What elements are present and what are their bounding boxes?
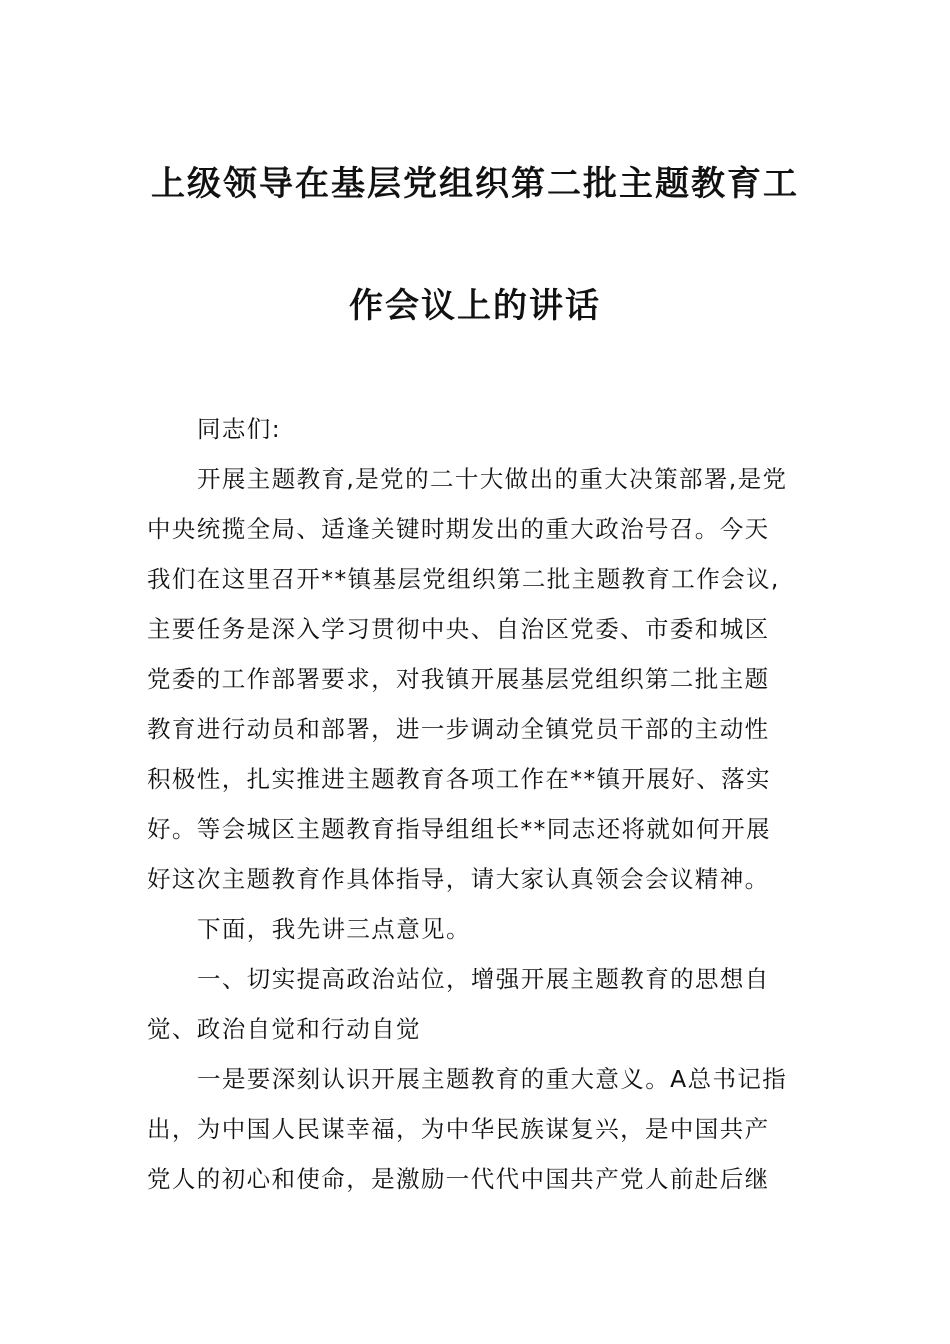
- body-line: 一是要深刻认识开展主题教育的重大意义。A总书记指: [197, 1065, 788, 1093]
- section-heading-line: 觉、政治自觉和行动自觉: [147, 1015, 421, 1043]
- body-line: 主要任务是深入学习贯彻中央、自治区党委、市委和城区: [147, 615, 770, 643]
- body-line: 党委的工作部署要求，对我镇开展基层党组织第二批主题: [147, 665, 770, 693]
- document-title-line-1: 上级领导在基层党组织第二批主题教育工: [151, 164, 799, 204]
- document-title-line-2: 作会议上的讲话: [349, 286, 601, 326]
- body-line: 中央统揽全局、适逢关键时期发出的重大政治号召。今天: [147, 515, 770, 543]
- salutation: 同志们:: [197, 415, 282, 443]
- body-line: 好。等会城区主题教育指导组组长**同志还将就如何开展: [147, 815, 771, 843]
- body-line: 开展主题教育,是党的二十大做出的重大决策部署,是党: [197, 465, 788, 493]
- body-line: 我们在这里召开**镇基层党组织第二批主题教育工作会议,: [147, 565, 780, 593]
- body-line: 下面，我先讲三点意见。: [197, 915, 471, 943]
- body-line: 积极性，扎实推进主题教育各项工作在**镇开展好、落实: [147, 765, 771, 793]
- body-line: 教育进行动员和部署，进一步调动全镇党员干部的主动性: [147, 715, 770, 743]
- body-line: 党人的初心和使命，是激励一代代中国共产党人前赴后继: [147, 1165, 770, 1193]
- section-heading-line: 一、切实提高政治站位，增强开展主题教育的思想自: [197, 965, 770, 993]
- body-line: 出，为中国人民谋幸福，为中华民族谋复兴，是中国共产: [147, 1115, 770, 1143]
- body-line: 好这次主题教育作具体指导，请大家认真领会会议精神。: [147, 865, 770, 893]
